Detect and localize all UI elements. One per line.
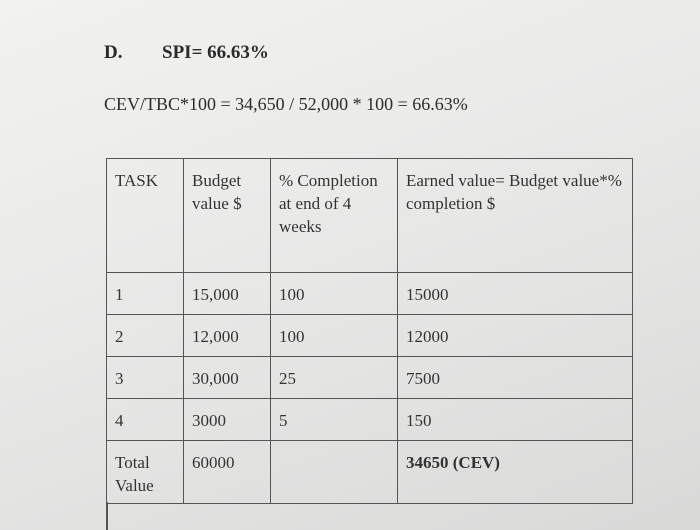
table-row (107, 273, 633, 315)
table-header-row (107, 159, 633, 273)
cell-earned-value: 7500 (398, 357, 633, 399)
question-heading (104, 42, 269, 64)
header-completion: % Completion at end of 4 weeks (271, 159, 398, 273)
cell-task: 2 (107, 315, 184, 357)
cell-budget: 12,000 (184, 315, 271, 357)
cell-budget: 30,000 (184, 357, 271, 399)
cell-completion: 25 (271, 357, 398, 399)
total-earned-value: 34650 (CEV) (398, 441, 633, 504)
spi-result: SPI= 66.63% (162, 42, 269, 63)
header-task: TASK (107, 159, 184, 273)
cell-earned-value: 15000 (398, 273, 633, 315)
table-continuation-line (106, 502, 108, 530)
total-budget: 60000 (184, 441, 271, 504)
cell-completion: 100 (271, 273, 398, 315)
cell-task: 4 (107, 399, 184, 441)
total-label: Total Value (107, 441, 184, 504)
header-earned-value: Earned value= Budget value*% completion $ (398, 159, 633, 273)
cell-budget: 15,000 (184, 273, 271, 315)
table-total-row (107, 441, 633, 504)
table-row (107, 315, 633, 357)
question-label: D. (104, 42, 123, 63)
table-row (107, 357, 633, 399)
cell-task: 3 (107, 357, 184, 399)
total-completion (271, 441, 398, 504)
cell-task: 1 (107, 273, 184, 315)
spi-formula: CEV/TBC*100 = 34,650 / 52,000 * 100 = 66.63% (104, 94, 468, 114)
earned-value-table (106, 158, 633, 504)
cell-earned-value: 150 (398, 399, 633, 441)
cell-completion: 5 (271, 399, 398, 441)
table-row (107, 399, 633, 441)
cell-completion: 100 (271, 315, 398, 357)
cell-earned-value: 12000 (398, 315, 633, 357)
cell-budget: 3000 (184, 399, 271, 441)
header-budget: Budget value $ (184, 159, 271, 273)
